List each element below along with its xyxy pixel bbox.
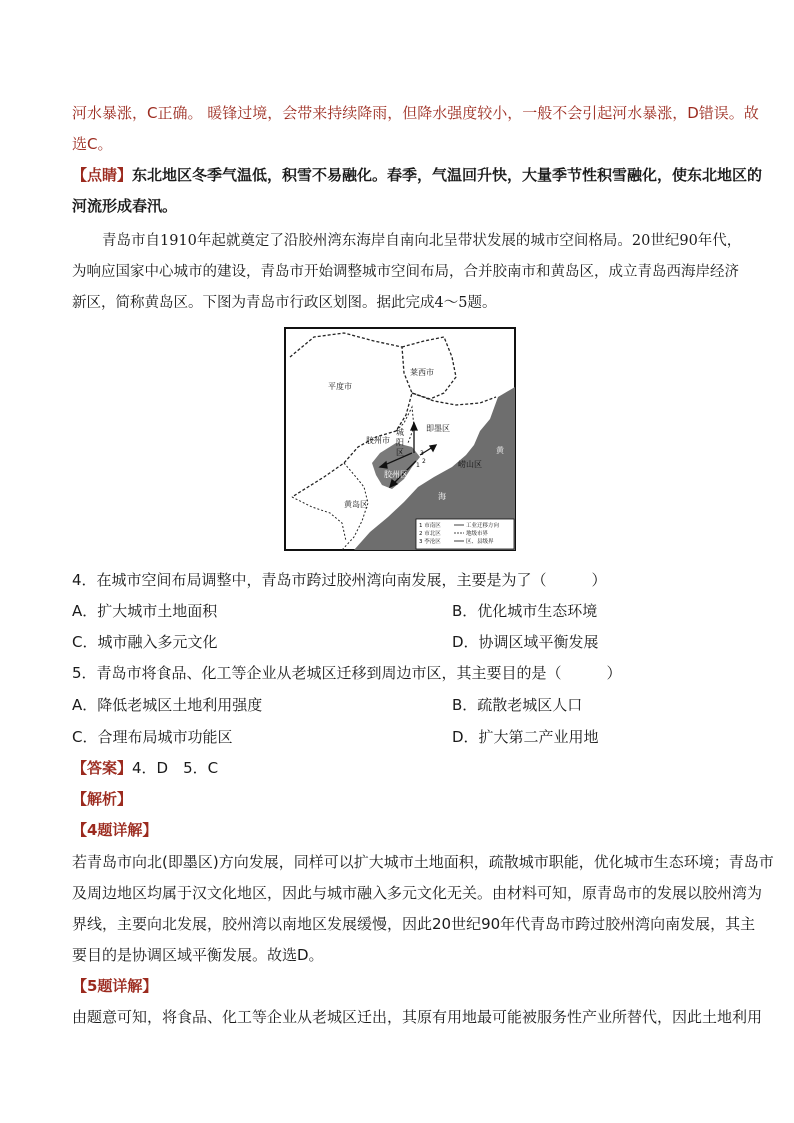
label-laixi: 莱西市 [410, 368, 434, 377]
q5-stem: 5．青岛市将食品、化工等企业从老城区迁移到周边市区，其主要目的是（ ） [72, 664, 622, 682]
label-hai: 海 [438, 492, 446, 501]
q4-option-b[interactable]: B．优化城市生态环境 [452, 602, 598, 620]
label-jiaozhou-city: 胶州市 [366, 436, 390, 445]
island-1 [503, 416, 509, 422]
label-num3: 3 [420, 450, 424, 457]
legend-2: 2 市北区 [419, 531, 441, 537]
legend-3: 3 李沧区 [419, 539, 441, 545]
label-num2: 2 [422, 458, 426, 465]
explanation-line-2: 选C。 [72, 135, 113, 153]
answer-line [72, 758, 218, 778]
q4-options-row-1 [72, 601, 598, 621]
q5-option-a[interactable]: A．降低老城区土地利用强度 [72, 696, 263, 714]
q4-option-a[interactable]: A．扩大城市土地面积 [72, 602, 218, 620]
detail4-line-4: 要目的是协调区域平衡发展。故选D。 [72, 946, 324, 964]
q4-option-c[interactable]: C．城市融入多元文化 [72, 633, 218, 651]
label-num1: 1 [416, 462, 420, 469]
detail5-label: 【5题详解】 [72, 977, 158, 995]
detail4-line-2: 及周边地区均属于汉文化地区，因此与城市融入多元文化无关。由材料可知，原青岛市的发展以胶州湾为 [72, 884, 763, 902]
label-jimo: 即墨区 [426, 424, 450, 433]
analysis-label: 【解析】 [72, 790, 133, 808]
label-chengyang-3: 区 [396, 448, 404, 457]
label-chengyang-1: 城 [396, 428, 404, 437]
dianjing-line-2: 河流形成春汛。 [72, 197, 178, 215]
label-pingdu: 平度市 [328, 382, 352, 391]
label-laoshan: 崂山区 [458, 460, 482, 469]
q5-option-d[interactable]: D．扩大第二产业用地 [452, 728, 599, 746]
label-huangdao: 黄岛区 [344, 500, 368, 509]
q5-options-row-2 [72, 727, 599, 747]
q4-stem: 4．在城市空间布局调整中，青岛市跨过胶州湾向南发展，主要是为了（ ） [72, 571, 607, 589]
q4-options-row-2 [72, 632, 599, 652]
q5-option-b[interactable]: B．疏散老城区人口 [452, 696, 583, 714]
answer-value: 4．D 5．C [132, 759, 219, 777]
legend-6: 区、县级界 [466, 539, 494, 545]
detail4-line-1: 若青岛市向北(即墨区)方向发展，同样可以扩大城市土地面积，疏散城市职能，优化城市生态环境；青岛市 [72, 853, 774, 871]
q5-option-c[interactable]: C．合理布局城市功能区 [72, 728, 233, 746]
legend-5: 地级市界 [466, 531, 489, 537]
detail4-label: 【4题详解】 [72, 821, 158, 839]
q4-option-d[interactable]: D．协调区域平衡发展 [452, 633, 599, 651]
dianjing-line-1 [72, 165, 762, 185]
legend-1: 1 市南区 [419, 523, 441, 529]
material-line-1: 青岛市自1910年起就奠定了沿胶州湾东海岸自南向北呈带状发展的城市空间格局。20世纪90年代， [102, 233, 742, 249]
explanation-line-1: 河水暴涨，C正确。 暖锋过境，会带来持续降雨，但降水强度较小，一般不会引起河水暴涨，D错误。故 [72, 104, 759, 122]
dianjing-label: 【点睛】 [72, 166, 133, 184]
qingdao-admin-map [284, 327, 516, 551]
material-line-3: 新区，简称黄岛区。下图为青岛市行政区划图。据此完成4～5题。 [72, 295, 497, 311]
label-jiaozhou-bay: 胶州区 [384, 470, 408, 479]
q5-options-row-1 [72, 695, 583, 715]
dianjing-text-1: 东北地区冬季气温低，积雪不易融化。春季，气温回升快，大量季节性积雪融化，使东北地区的 [132, 166, 763, 184]
detail5-line-1: 由题意可知，将食品、化工等企业从老城区迁出，其原有用地最可能被服务性产业所替代，因此土地利用 [72, 1008, 763, 1026]
answer-label: 【答案】 [72, 759, 133, 777]
legend-4: 工业迁移方向 [466, 523, 500, 529]
label-huang: 黄 [496, 446, 504, 455]
detail4-line-3: 界线，主要向北发展，胶州湾以南地区发展缓慢，因此20世纪90年代青岛市跨过胶州湾向南发展，其主 [72, 915, 756, 933]
label-chengyang-2: 阳 [396, 438, 404, 447]
material-line-2: 为响应国家中心城市的建设，青岛市开始调整城市空间布局，合并胶南市和黄岛区，成立青岛西海岸经济 [72, 264, 739, 280]
